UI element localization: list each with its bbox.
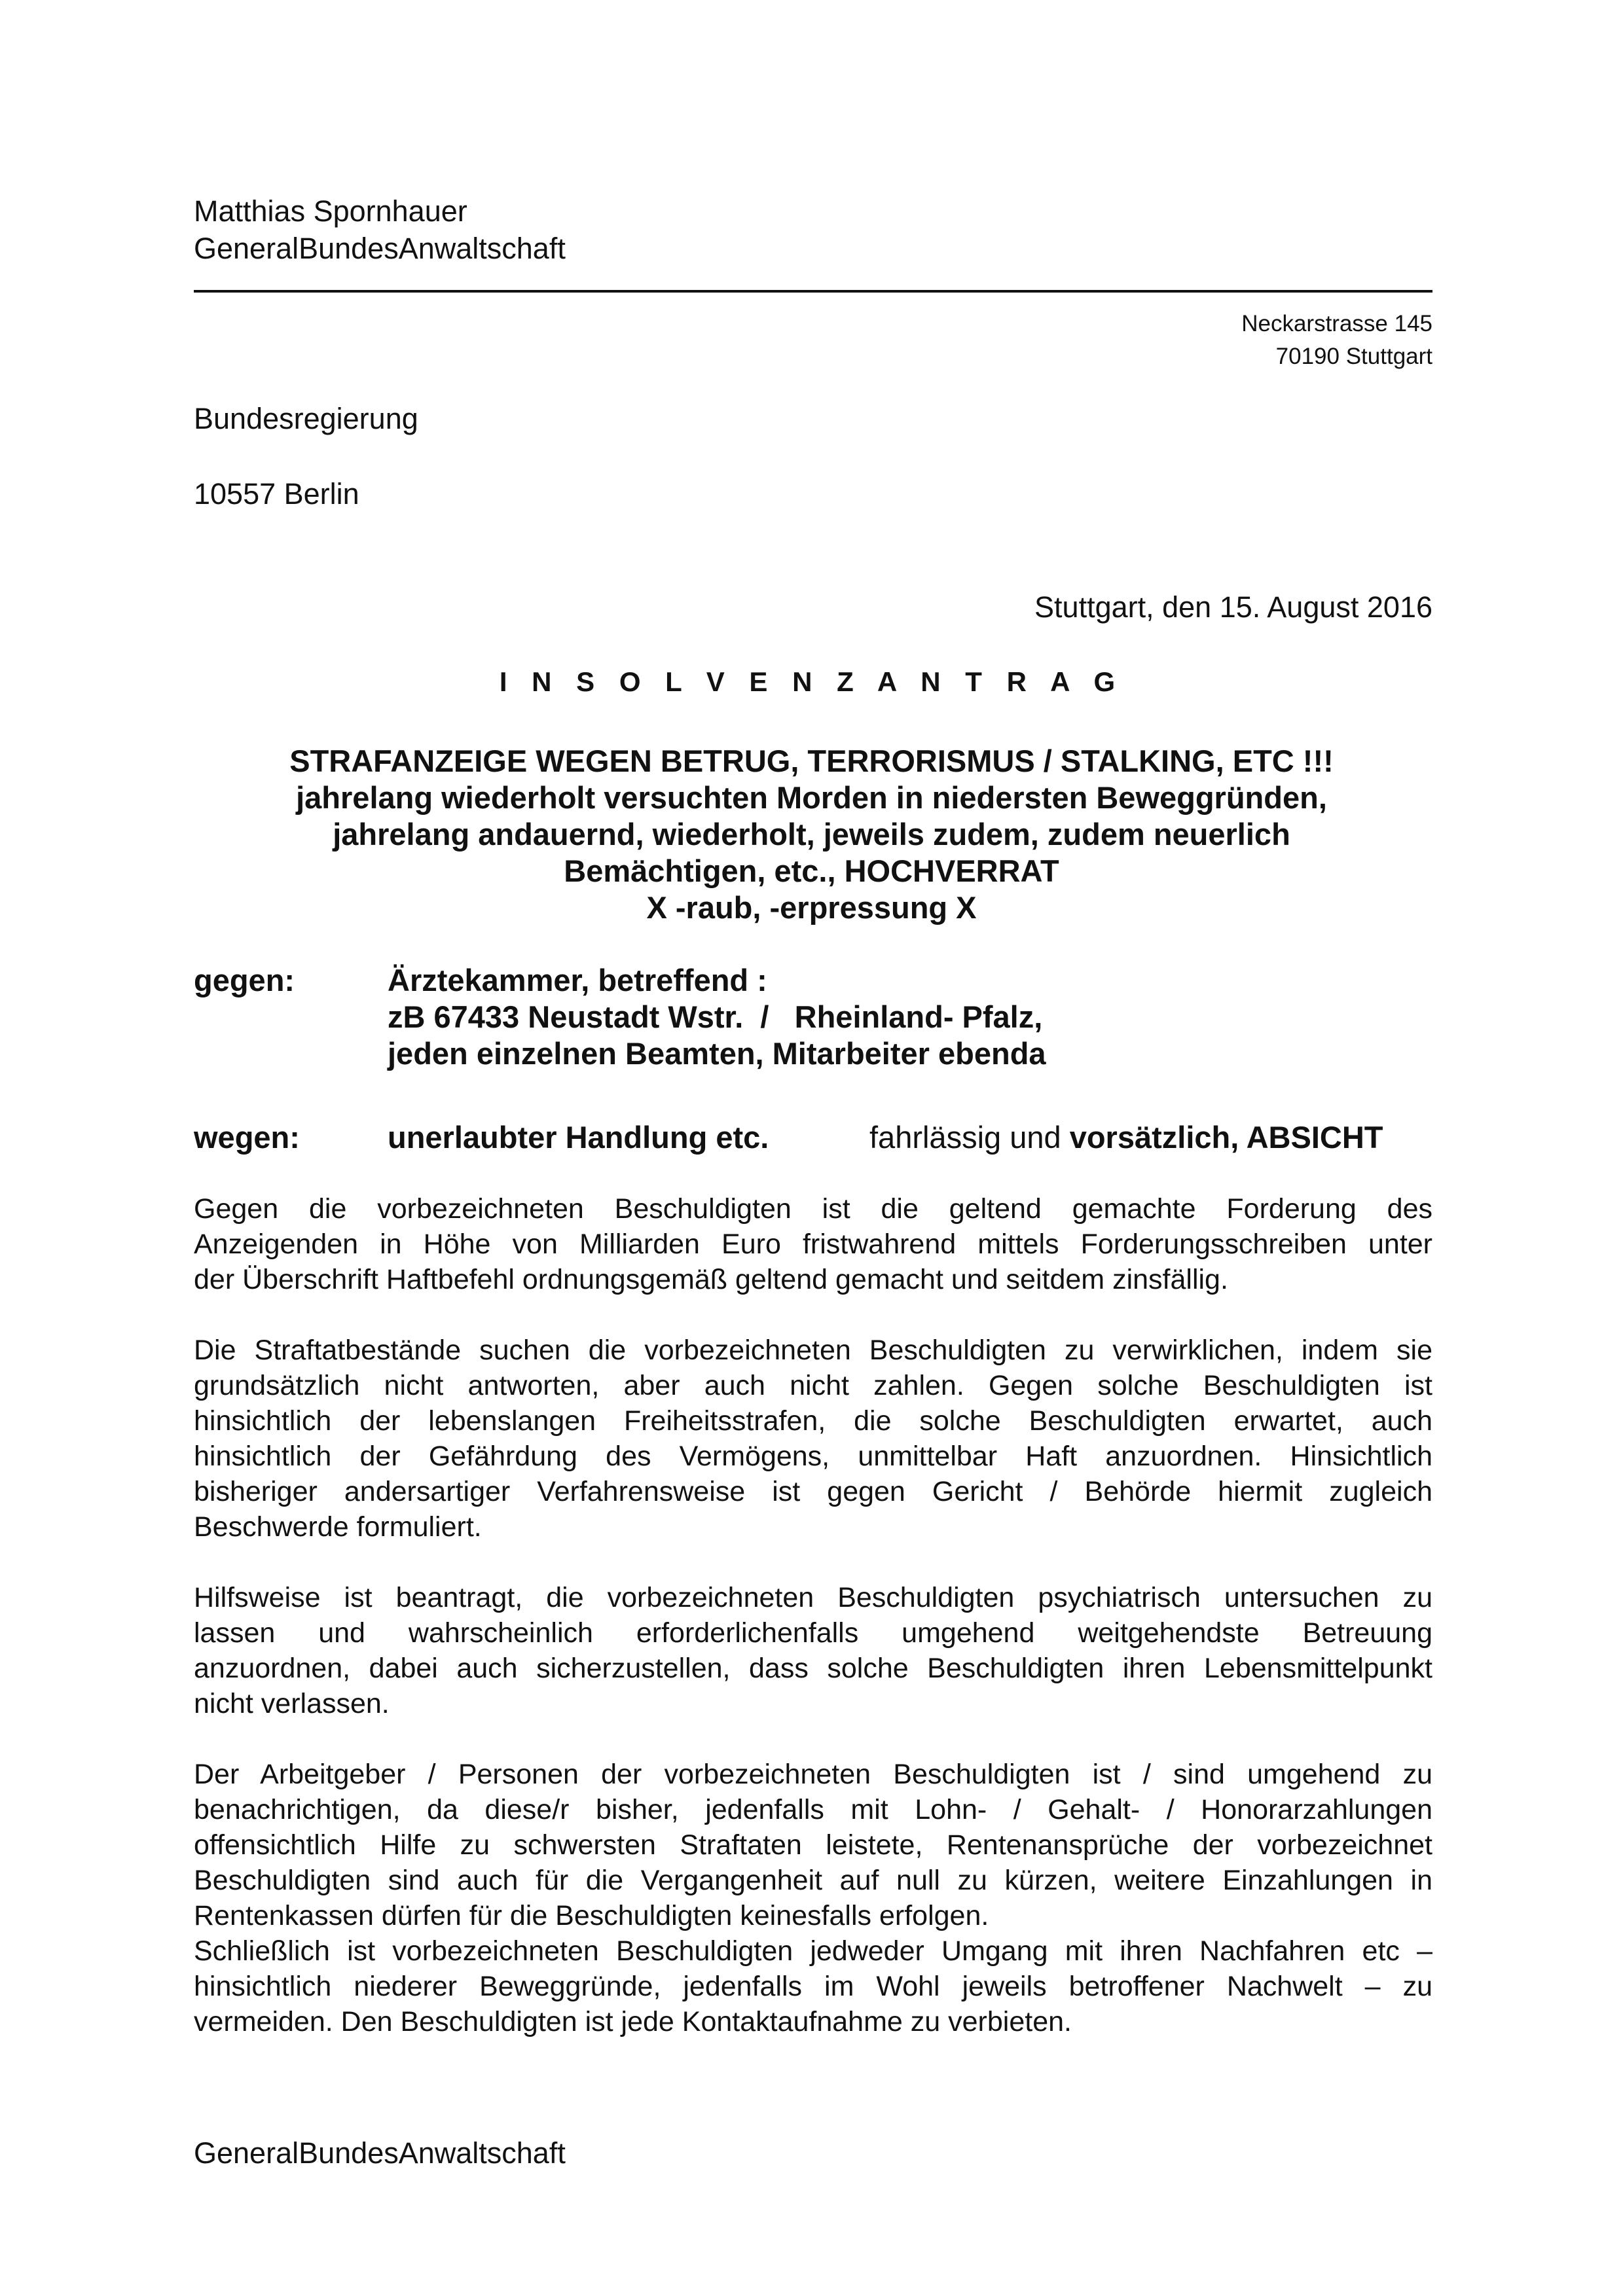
paragraph-3 <box>194 1580 1432 1721</box>
against-line: Ärztekammer, betreffend : <box>388 963 767 997</box>
address-city: 70190 Stuttgart <box>1275 344 1432 369</box>
text-line: bisheriger andersartiger Verfahrensweise ist gegen Gericht / Behörde hiermit zugleich <box>194 1476 1432 1507</box>
sender-block <box>194 193 566 268</box>
against-line: jeden einzelnen Beamten, Mitarbeiter ebenda <box>388 1036 1046 1071</box>
reason-qualifier <box>869 1119 1383 1155</box>
text-line: Anzeigenden in Höhe von Milliarden Euro fristwahrend mittels Forderungsschreiben unter <box>194 1229 1432 1260</box>
text-line: Der Arbeitgeber / Personen der vorbezeichneten Beschuldigten ist / sind umgehend zu <box>194 1759 1432 1790</box>
text-line: hinsichtlich der Gefährdung des Vermögens, unmittelbar Haft anzuordnen. Hinsichtlich <box>194 1441 1432 1472</box>
paragraph-4 <box>194 1757 1432 2039</box>
text-line: nicht verlassen. <box>194 1688 390 1719</box>
document-title: I N S O L V E N Z A N T R A G <box>499 666 1124 697</box>
text-line: Gegen die vorbezeichneten Beschuldigten ist die geltend gemachte Forderung des <box>194 1193 1432 1225</box>
text-line: benachrichtigen, da diese/r bisher, jedenfalls mit Lohn- / Gehalt- / Honorarzahlungen <box>194 1794 1432 1825</box>
text-line: lassen und wahrscheinlich erforderlichenfalls umgehend weitgehendste Betreuung <box>194 1617 1432 1649</box>
against-block <box>388 962 1046 1072</box>
reason-text: unerlaubter Handlung etc. <box>388 1120 769 1155</box>
text-line: der Überschrift Haftbefehl ordnungsgemäß geltend gemacht und seitdem zinsfällig. <box>194 1264 1228 1295</box>
text-line: hinsichtlich niederer Beweggründe, jedenfalls im Wohl jeweils betroffener Nachwelt – zu <box>194 1971 1432 2002</box>
text-line: Rentenkassen dürfen für die Beschuldigten keinesfalls erfolgen. <box>194 1900 989 1931</box>
paragraph-1 <box>194 1191 1432 1297</box>
against-label: gegen: <box>194 963 295 997</box>
subject-line: jahrelang andauernd, wiederholt, jeweils zudem, zudem neuerlich <box>333 817 1290 852</box>
header-divider <box>194 290 1432 293</box>
text-line: hinsichtlich der lebenslangen Freiheitsstrafen, die solche Beschuldigten erwartet, auch <box>194 1405 1432 1437</box>
text-line: grundsätzlich nicht antworten, aber auch nicht zahlen. Gegen solche Beschuldigten ist <box>194 1370 1432 1401</box>
sender-org: GeneralBundesAnwaltschaft <box>194 232 566 265</box>
text-line: Schließlich ist vorbezeichneten Beschuldigten jedweder Umgang mit ihren Nachfahren etc – <box>194 1935 1432 1967</box>
against-line: zB 67433 Neustadt Wstr. / Rheinland- Pfalz, <box>388 999 1043 1034</box>
subject-line: Bemächtigen, etc., HOCHVERRAT <box>564 853 1059 888</box>
sender-name: Matthias Spornhauer <box>194 194 467 228</box>
reason-normal: fahrlässig und <box>869 1120 1070 1155</box>
reason-bold: vorsätzlich, ABSICHT <box>1069 1120 1383 1155</box>
subject-block <box>0 743 1623 926</box>
subject-line: jahrelang wiederholt versuchten Morden in niedersten Beweggründen, <box>296 780 1327 815</box>
text-line: vermeiden. Den Beschuldigten ist jede Kontaktaufnahme zu verbieten. <box>194 2006 1072 2037</box>
address-street: Neckarstrasse 145 <box>1241 311 1432 336</box>
subject-line: X -raub, -erpressung X <box>646 890 977 925</box>
paragraph-2 <box>194 1333 1432 1545</box>
text-line: anzuordnen, dabei auch sicherzustellen, dass solche Beschuldigten ihren Lebensmittelpunkt <box>194 1653 1432 1684</box>
sender-address <box>1241 308 1432 373</box>
date-line: Stuttgart, den 15. August 2016 <box>1034 590 1432 624</box>
text-line: Die Straftatbestände suchen die vorbezeichneten Beschuldigten zu verwirklichen, indem sie <box>194 1335 1432 1366</box>
recipient-city: 10557 Berlin <box>194 477 359 511</box>
text-line: Beschuldigten sind auch für die Vergangenheit auf null zu kürzen, weitere Einzahlungen in <box>194 1865 1432 1896</box>
text-line: Beschwerde formuliert. <box>194 1511 482 1543</box>
footer-signature: GeneralBundesAnwaltschaft <box>194 2136 566 2170</box>
subject-line: STRAFANZEIGE WEGEN BETRUG, TERRORISMUS / STALKING, ETC !!! <box>289 744 1334 778</box>
recipient-name: Bundesregierung <box>194 402 418 435</box>
text-line: Hilfsweise ist beantragt, die vorbezeichneten Beschuldigten psychiatrisch untersuchen zu <box>194 1582 1432 1613</box>
text-line: offensichtlich Hilfe zu schwersten Straftaten leistete, Rentenansprüche der vorbezeichnet <box>194 1829 1432 1861</box>
reason-label: wegen: <box>194 1120 300 1155</box>
